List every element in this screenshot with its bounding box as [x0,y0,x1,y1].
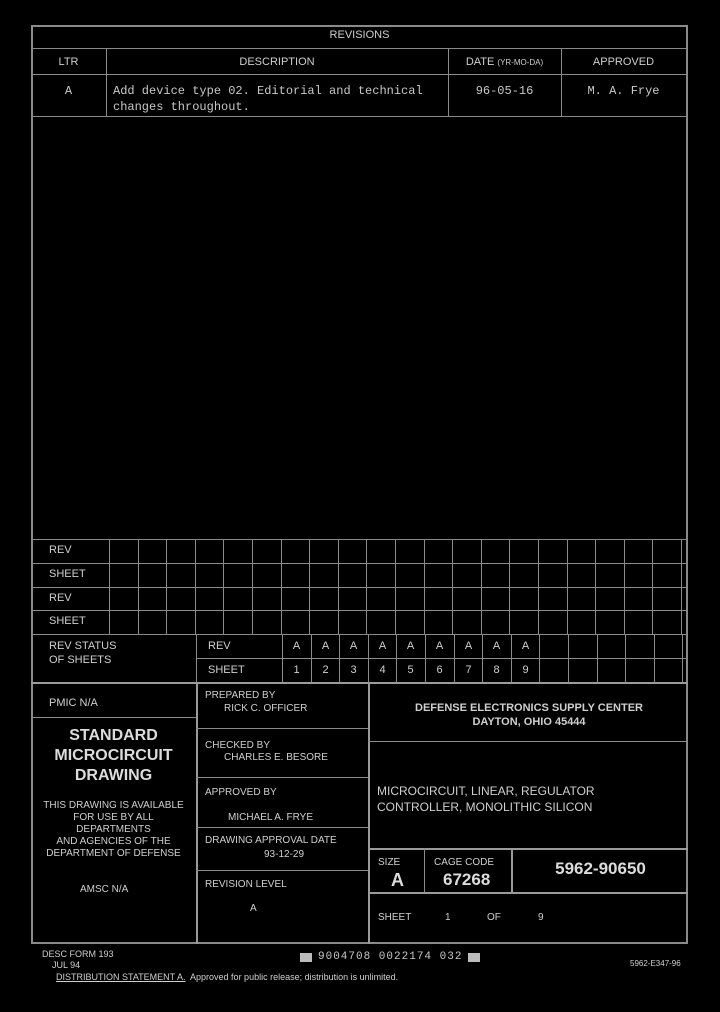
divider [106,48,107,116]
divider [223,539,224,634]
approval-date: 93-12-29 [264,849,305,860]
prepared-name: RICK C. OFFICER [224,703,308,714]
rev-status-sheet-cell: 2 [322,664,329,676]
revision-level: A [250,903,257,914]
divider [166,539,167,634]
grid-row-label: REV [49,544,72,556]
approved-name: MICHAEL A. FRYE [228,812,314,823]
divider [309,539,310,634]
rev-status-rev-cell: A [464,640,473,652]
divider [196,870,368,871]
form-number: DESC FORM 193 JUL 94 [42,949,114,970]
sheet-label: SHEET [378,912,412,923]
divider [252,539,253,634]
rev-status-label-2: OF SHEETS [49,654,112,666]
divider [568,634,569,682]
divider [31,610,688,611]
divider [424,848,425,892]
rev-row-approved: M. A. Frye [587,84,660,98]
divider [624,539,625,634]
approved-label: APPROVED BY [205,787,277,798]
rev-status-sheet-cell: 6 [436,664,443,676]
divider [31,682,688,684]
divider [196,777,368,778]
title-line1: MICROCIRCUIT, LINEAR, REGULATOR [377,784,595,798]
rev-row-description-1: Add device type 02. Editorial and technical [113,84,423,98]
agency-line2: DAYTON, OHIO 45444 [472,716,586,728]
rev-status-rev-cell: A [349,640,358,652]
divider [654,634,655,682]
divider [424,539,425,634]
divider [281,539,282,634]
divider [31,74,688,75]
rev-status-sheet-cell: 8 [493,664,500,676]
revision-level-label: REVISION LEVEL [205,879,287,890]
divider [448,48,449,116]
cage-value: 67268 [443,870,491,889]
grid-row-label: SHEET [49,568,86,580]
rev-status-sheet-cell: 5 [407,664,414,676]
standard-line1: STANDARD [69,727,158,744]
divider [368,892,688,894]
rev-status-sheet-cell: 3 [350,664,357,676]
availability: THIS DRAWING IS AVAILABLE FOR USE BY ALL DEPARTMENTS AND AGENCIES OF THE DEPARTMENT OF DEFENSE [43,800,184,859]
prepared-label: PREPARED BY [205,690,276,701]
rev-row-description-2: changes throughout. [113,100,250,114]
divider [196,682,198,944]
amsc: AMSC N/A [80,884,129,895]
divider [538,539,539,634]
agency-line1: DEFENSE ELECTRONICS SUPPLY CENTER [415,702,643,714]
divider [625,634,626,682]
divider [196,658,688,659]
divider [31,634,688,635]
divider [652,539,653,634]
divider [509,539,510,634]
divider [595,539,596,634]
divider [138,539,139,634]
divider [368,848,688,850]
rev-status-rev-label: REV [208,640,231,652]
divider [561,48,562,116]
pmic: PMIC N/A [49,697,98,709]
barcode-mark-icon [300,953,312,962]
col-ltr: LTR [58,56,79,68]
divider [452,539,453,634]
divider [481,539,482,634]
rev-status-rev-cell: A [292,640,301,652]
rev-row-date: 96-05-16 [475,84,534,98]
standard-line3: DRAWING [74,767,153,784]
sheet-of-label: OF [487,912,501,923]
drawing-number: 5962-90650 [555,859,646,878]
rev-status-rev-cell: A [321,640,330,652]
divider [567,539,568,634]
divider [31,539,688,540]
rev-row-ltr: A [64,84,73,98]
rev-status-sheet-cell: 9 [522,664,529,676]
divider [338,539,339,634]
rev-status-sheet-label: SHEET [208,664,245,676]
divider [196,827,368,828]
divider [395,539,396,634]
rev-status-rev-cell: A [435,640,444,652]
standard-line2: MICROCIRCUIT [54,747,173,764]
grid-row-label: SHEET [49,615,86,627]
title-line2: CONTROLLER, MONOLITHIC SILICON [377,800,593,814]
doc-code: 5962-E347-96 [630,959,681,968]
divider [31,116,688,117]
divider [597,634,598,682]
sheet-total: 9 [538,912,544,923]
rev-status-label-1: REV STATUS [49,640,117,652]
rev-status-rev-cell: A [406,640,415,652]
divider [195,539,196,634]
distribution-statement: DISTRIBUTION STATEMENT A. Approved for public release; distribution is unlimited. [56,972,399,982]
divider [31,717,196,718]
rev-status-sheet-cell: 4 [379,664,386,676]
rev-status-sheet-cell: 1 [293,664,300,676]
size-label: SIZE [378,857,401,868]
col-approved: APPROVED [592,56,655,68]
cage-label: CAGE CODE [434,857,495,868]
col-date: DATE (YR-MO-DA) [465,56,544,68]
divider [31,48,688,49]
divider [31,563,688,564]
rev-status-rev-cell: A [492,640,501,652]
col-description: DESCRIPTION [239,56,315,68]
rev-status-rev-cell: A [378,640,387,652]
divider [681,539,682,634]
divider [368,741,688,742]
rev-status-rev-cell: A [521,640,530,652]
divider [196,728,368,729]
checked-label: CHECKED BY [205,740,271,751]
revisions-header: REVISIONS [329,29,390,41]
size-value: A [391,870,404,890]
barcode-mark-icon [468,953,480,962]
checked-name: CHARLES E. BESORE [224,752,328,763]
divider [31,587,688,588]
barcode: 9004708 0022174 032 [300,951,480,963]
divider [682,634,683,682]
divider [366,539,367,634]
divider [109,539,110,634]
grid-row-label: REV [49,592,72,604]
approval-date-label: DRAWING APPROVAL DATE [205,835,337,846]
sheet-value: 1 [445,912,451,923]
rev-status-sheet-cell: 7 [465,664,472,676]
